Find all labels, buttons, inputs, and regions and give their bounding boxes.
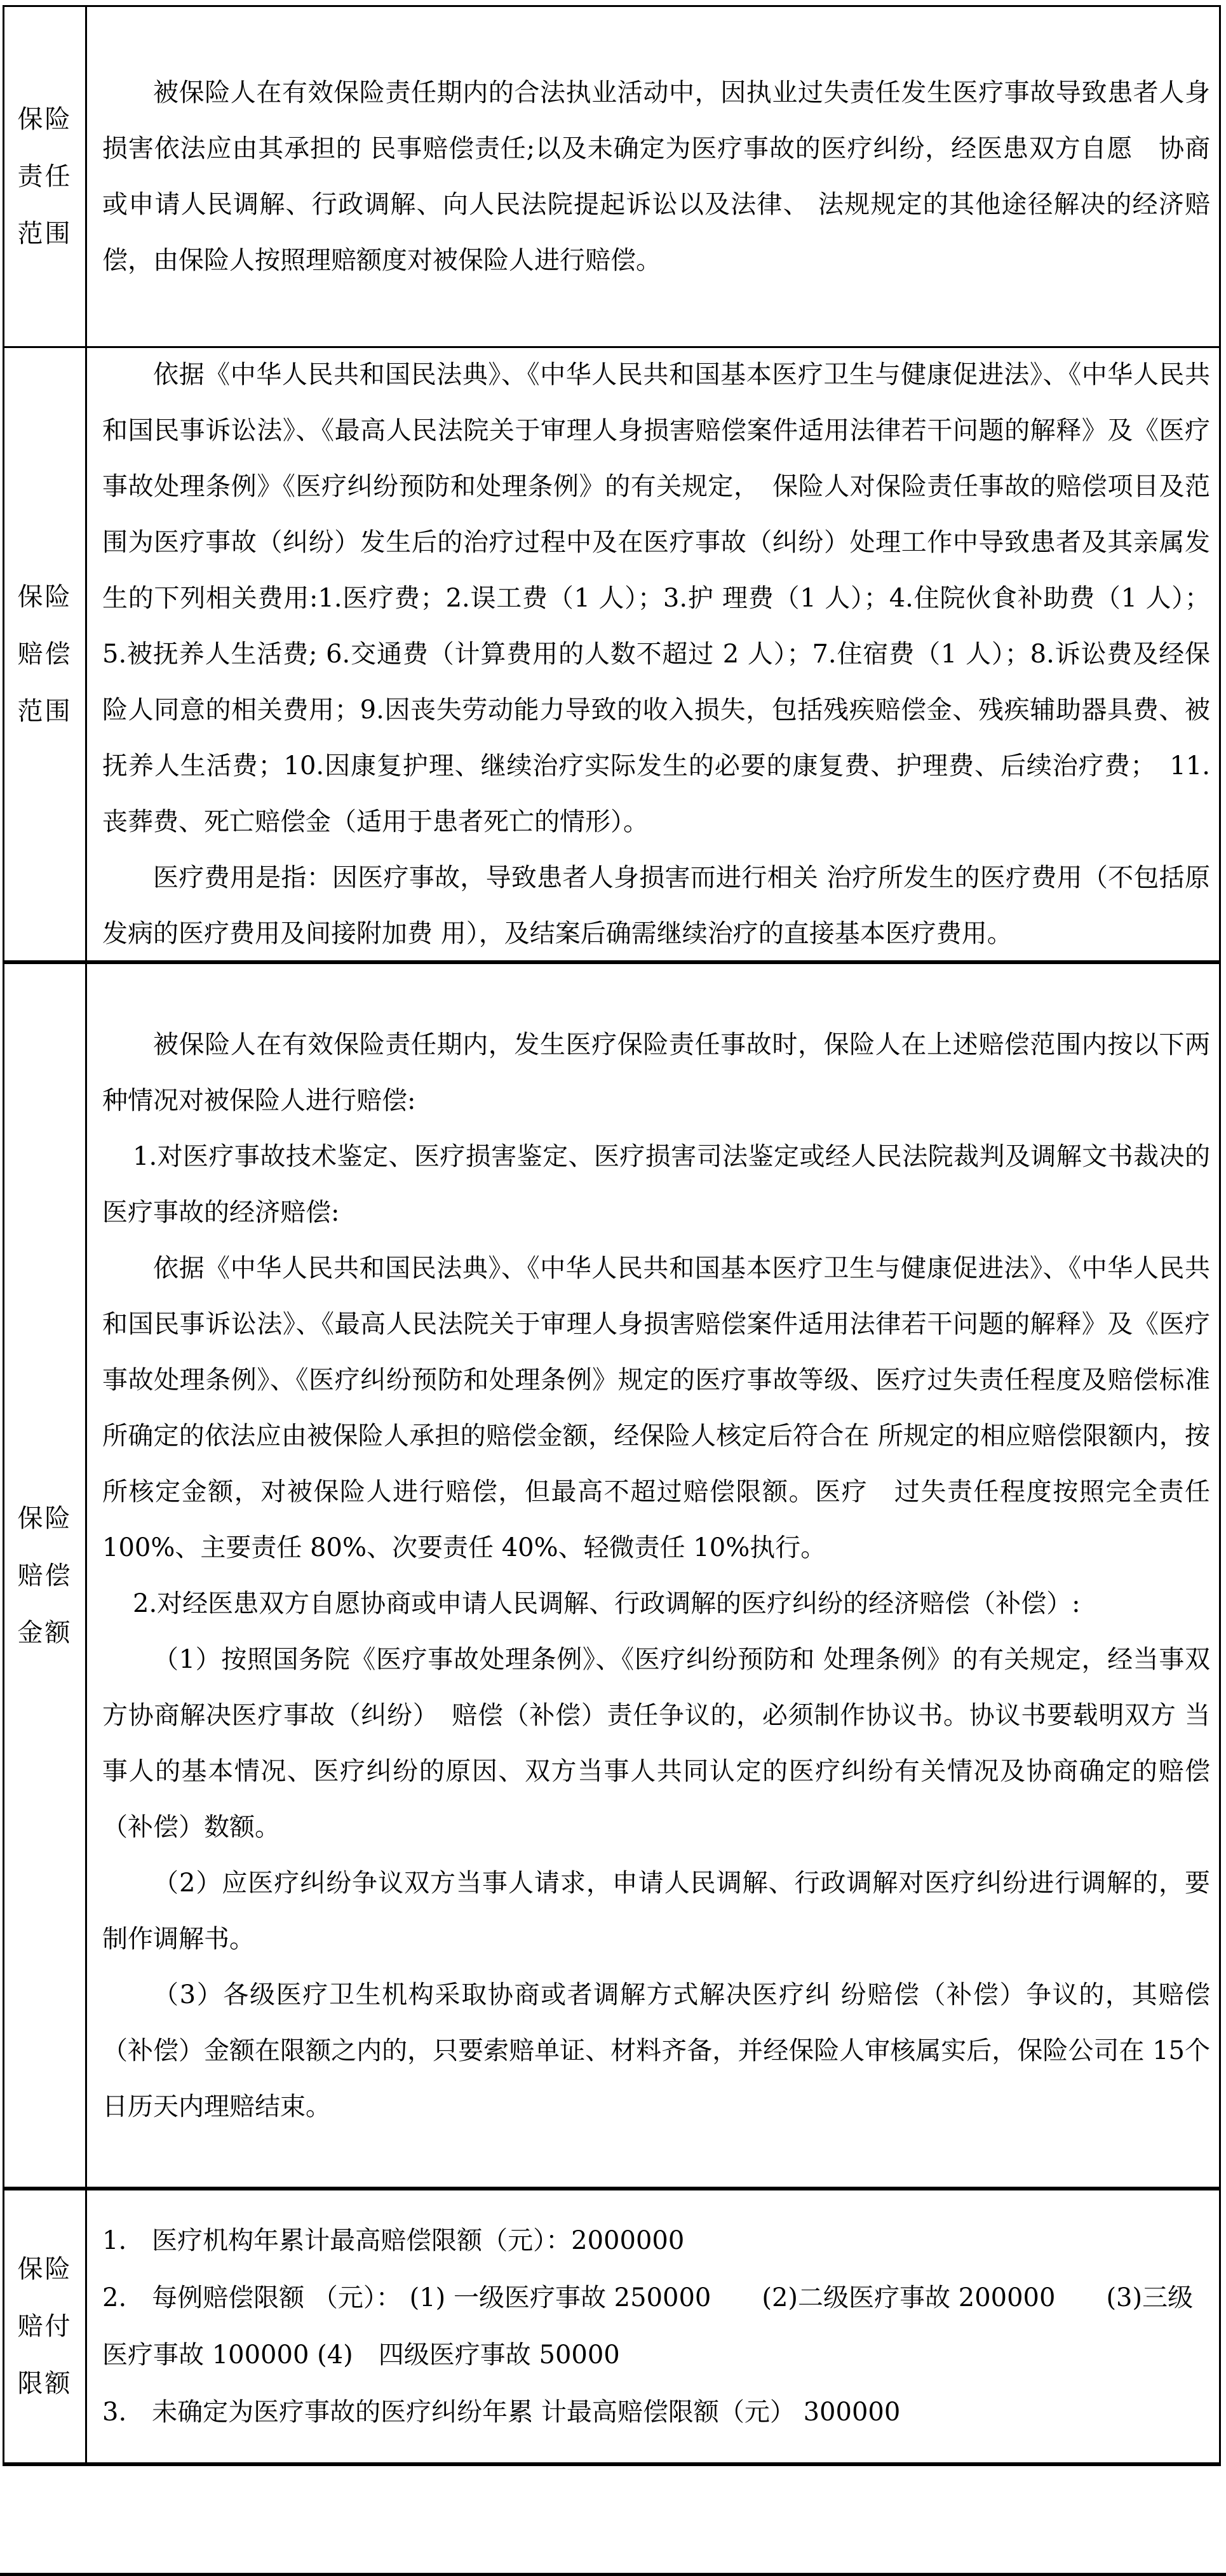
compensation-amount-cell [87,964,1219,2187]
limit-item-dispute-annual-max: 3. 未确定为医疗事故的医疗纠纷年累 计最高赔偿限额（元） 300000 [102,2398,901,2427]
page-bottom-rule [0,2573,1226,2576]
row-insurance-compensation-amount [4,960,1219,2187]
liability-scope-cell [87,7,1219,346]
row-header-compensation-scope [4,348,87,960]
paragraph: 2.对经医患双方自愿协商或申请人民调解、行政调解的医疗纠纷的经济赔偿（补偿）: [133,1588,1081,1618]
row-header-line: 限额 [17,2369,72,2398]
paragraph: （3）各级医疗卫生机构采取协商或者调解方式解决医疗纠 纷赔偿（补偿）争议的，其赔偿（补偿）金额在限额之内的，只要索赔单证、材料齐备，并经保险人审核属实后，保险公司在 15个日历天内理赔结束。 [102,1980,1210,2121]
row-header-line: 保险 [17,582,72,612]
paragraph: 依据《中华人民共和国民法典》、《中华人民共和国基本医疗卫生与健康促进法》、《中华人民共和国民事诉讼法》、《最高人民法院关于审理人身损害赔偿案件适用法律若干问题的解释》及《医疗事故处理条例》《医疗纠纷预防和处理条例》的有关规定， 保险人对保险责任事故的赔偿项目及范围为医疗事故（纠纷）发生后的治疗过程中及在医疗事故（纠纷）处理工作中导致患者及其亲属发生的下列相关费用:1.医疗费；2.误工费（1 人）；3.护 理费（1 人）；4.住院伙食补助费（1 人）；5.被抚养人生活费; 6.交通费（计算费用的人数不超过 2 人）；7.住宿费（1 人）；8.诉讼费及经保险人同意的相关费用；9.因丧失劳动能力导致的收入损失，包括残疾赔偿金、残疾辅助器具费、被抚养人生活费；10.因康复护理、继续治疗实际发生的必要的康复费、护理费、后续治疗费； 11.丧葬费、死亡赔偿金（适用于患者死亡的情形）。 [102,360,1210,836]
payout-limits-cell [87,2190,1219,2462]
row-header-line: 保险 [17,105,72,134]
row-header-line: 赔偿 [17,1560,72,1590]
paragraph: （2）应医疗纠纷争议双方当事人请求，申请人民调解、行政调解对医疗纠纷进行调解的，要制作调解书。 [102,1868,1210,1954]
row-header-line: 保险 [17,1503,72,1533]
row-header-line: 范围 [17,697,72,726]
row-header-line: 保险 [17,2255,72,2284]
row-header-line: 赔偿 [17,640,72,669]
row-header-line: 赔付 [17,2312,72,2341]
paragraph: 依据《中华人民共和国民法典》、《中华人民共和国基本医疗卫生与健康促进法》、《中华人民共和国民事诉讼法》、《最高人民法院关于审理人身损害赔偿案件适用法律若干问题的解释》及《医疗事故处理条例》、《医疗纠纷预防和处理条例》规定的医疗事故等级、医疗过失责任程度及赔偿标准所确定的依法应由被保险人承担的赔偿金额，经保险人核定后符合在 所规定的相应赔偿限额内，按所核定金额，对被保险人进行赔偿，但最高不超过赔偿限额。医疗 过失责任程度按照完全责任 100%、主要责任 80%、次要责任 40%、轻微责任 10%执行。 [102,1253,1210,1562]
row-insurance-compensation-scope [4,346,1219,960]
limit-item-annual-max: 1. 医疗机构年累计最高赔偿限额（元）：2000000 [102,2226,685,2255]
row-header-liability-scope [4,7,87,346]
limit-item-per-case: 2. 每例赔偿限额 （元）： (1) 一级医疗事故 250000 (2)二级医疗事故 200000 (3)三级医疗事故 100000 (4) 四级医疗事故 50000 [102,2283,1194,2370]
row-header-payout-limits [4,2190,87,2462]
paragraph: 1.对医疗事故技术鉴定、医疗损害鉴定、医疗损害司法鉴定或经人民法院裁判及调解文书裁决的医疗事故的经济赔偿: [102,1141,1210,1227]
row-insurance-payout-limits [4,2187,1219,2462]
row-header-line: 范围 [17,219,72,248]
compensation-scope-cell [87,348,1219,960]
medical-liability-insurance-table [3,5,1221,2466]
paragraph: 医疗费用是指：因医疗事故，导致患者人身损害而进行相关 治疗所发生的医疗费用（不包括原发病的医疗费用及间接附加费 用），及结案后确需继续治疗的直接基本医疗费用。 [102,863,1210,948]
row-header-line: 金额 [17,1618,72,1647]
row-header-line: 责任 [17,162,72,191]
paragraph: 被保险人在有效保险责任期内，发生医疗保险责任事故时，保险人在上述赔偿范围内按以下两种情况对被保险人进行赔偿: [102,1030,1210,1115]
paragraph: （1）按照国务院《医疗事故处理条例》、《医疗纠纷预防和 处理条例》的有关规定，经当事双方协商解决医疗事故（纠纷） 赔偿（补偿）责任争议的，必须制作协议书。协议书要载明双方 当事人的基本情况、医疗纠纷的原因、双方当事人共同认定的医疗纠纷有关情况及协商确定的赔偿（补偿）数额。 [102,1644,1210,1842]
paragraph: 被保险人在有效保险责任期内的合法执业活动中，因执业过失责任发生医疗事故导致患者人身损害依法应由其承担的 民事赔偿责任;以及未确定为医疗事故的医疗纠纷，经医患双方自愿 协商或申请人民调解、行政调解、向人民法院提起诉讼以及法律、 法规规定的其他途径解决的经济赔偿，由保险人按照理赔额度对被保险人进行赔偿。 [102,78,1210,275]
row-header-compensation-amount [4,964,87,2187]
row-insurance-liability-scope [4,7,1219,346]
